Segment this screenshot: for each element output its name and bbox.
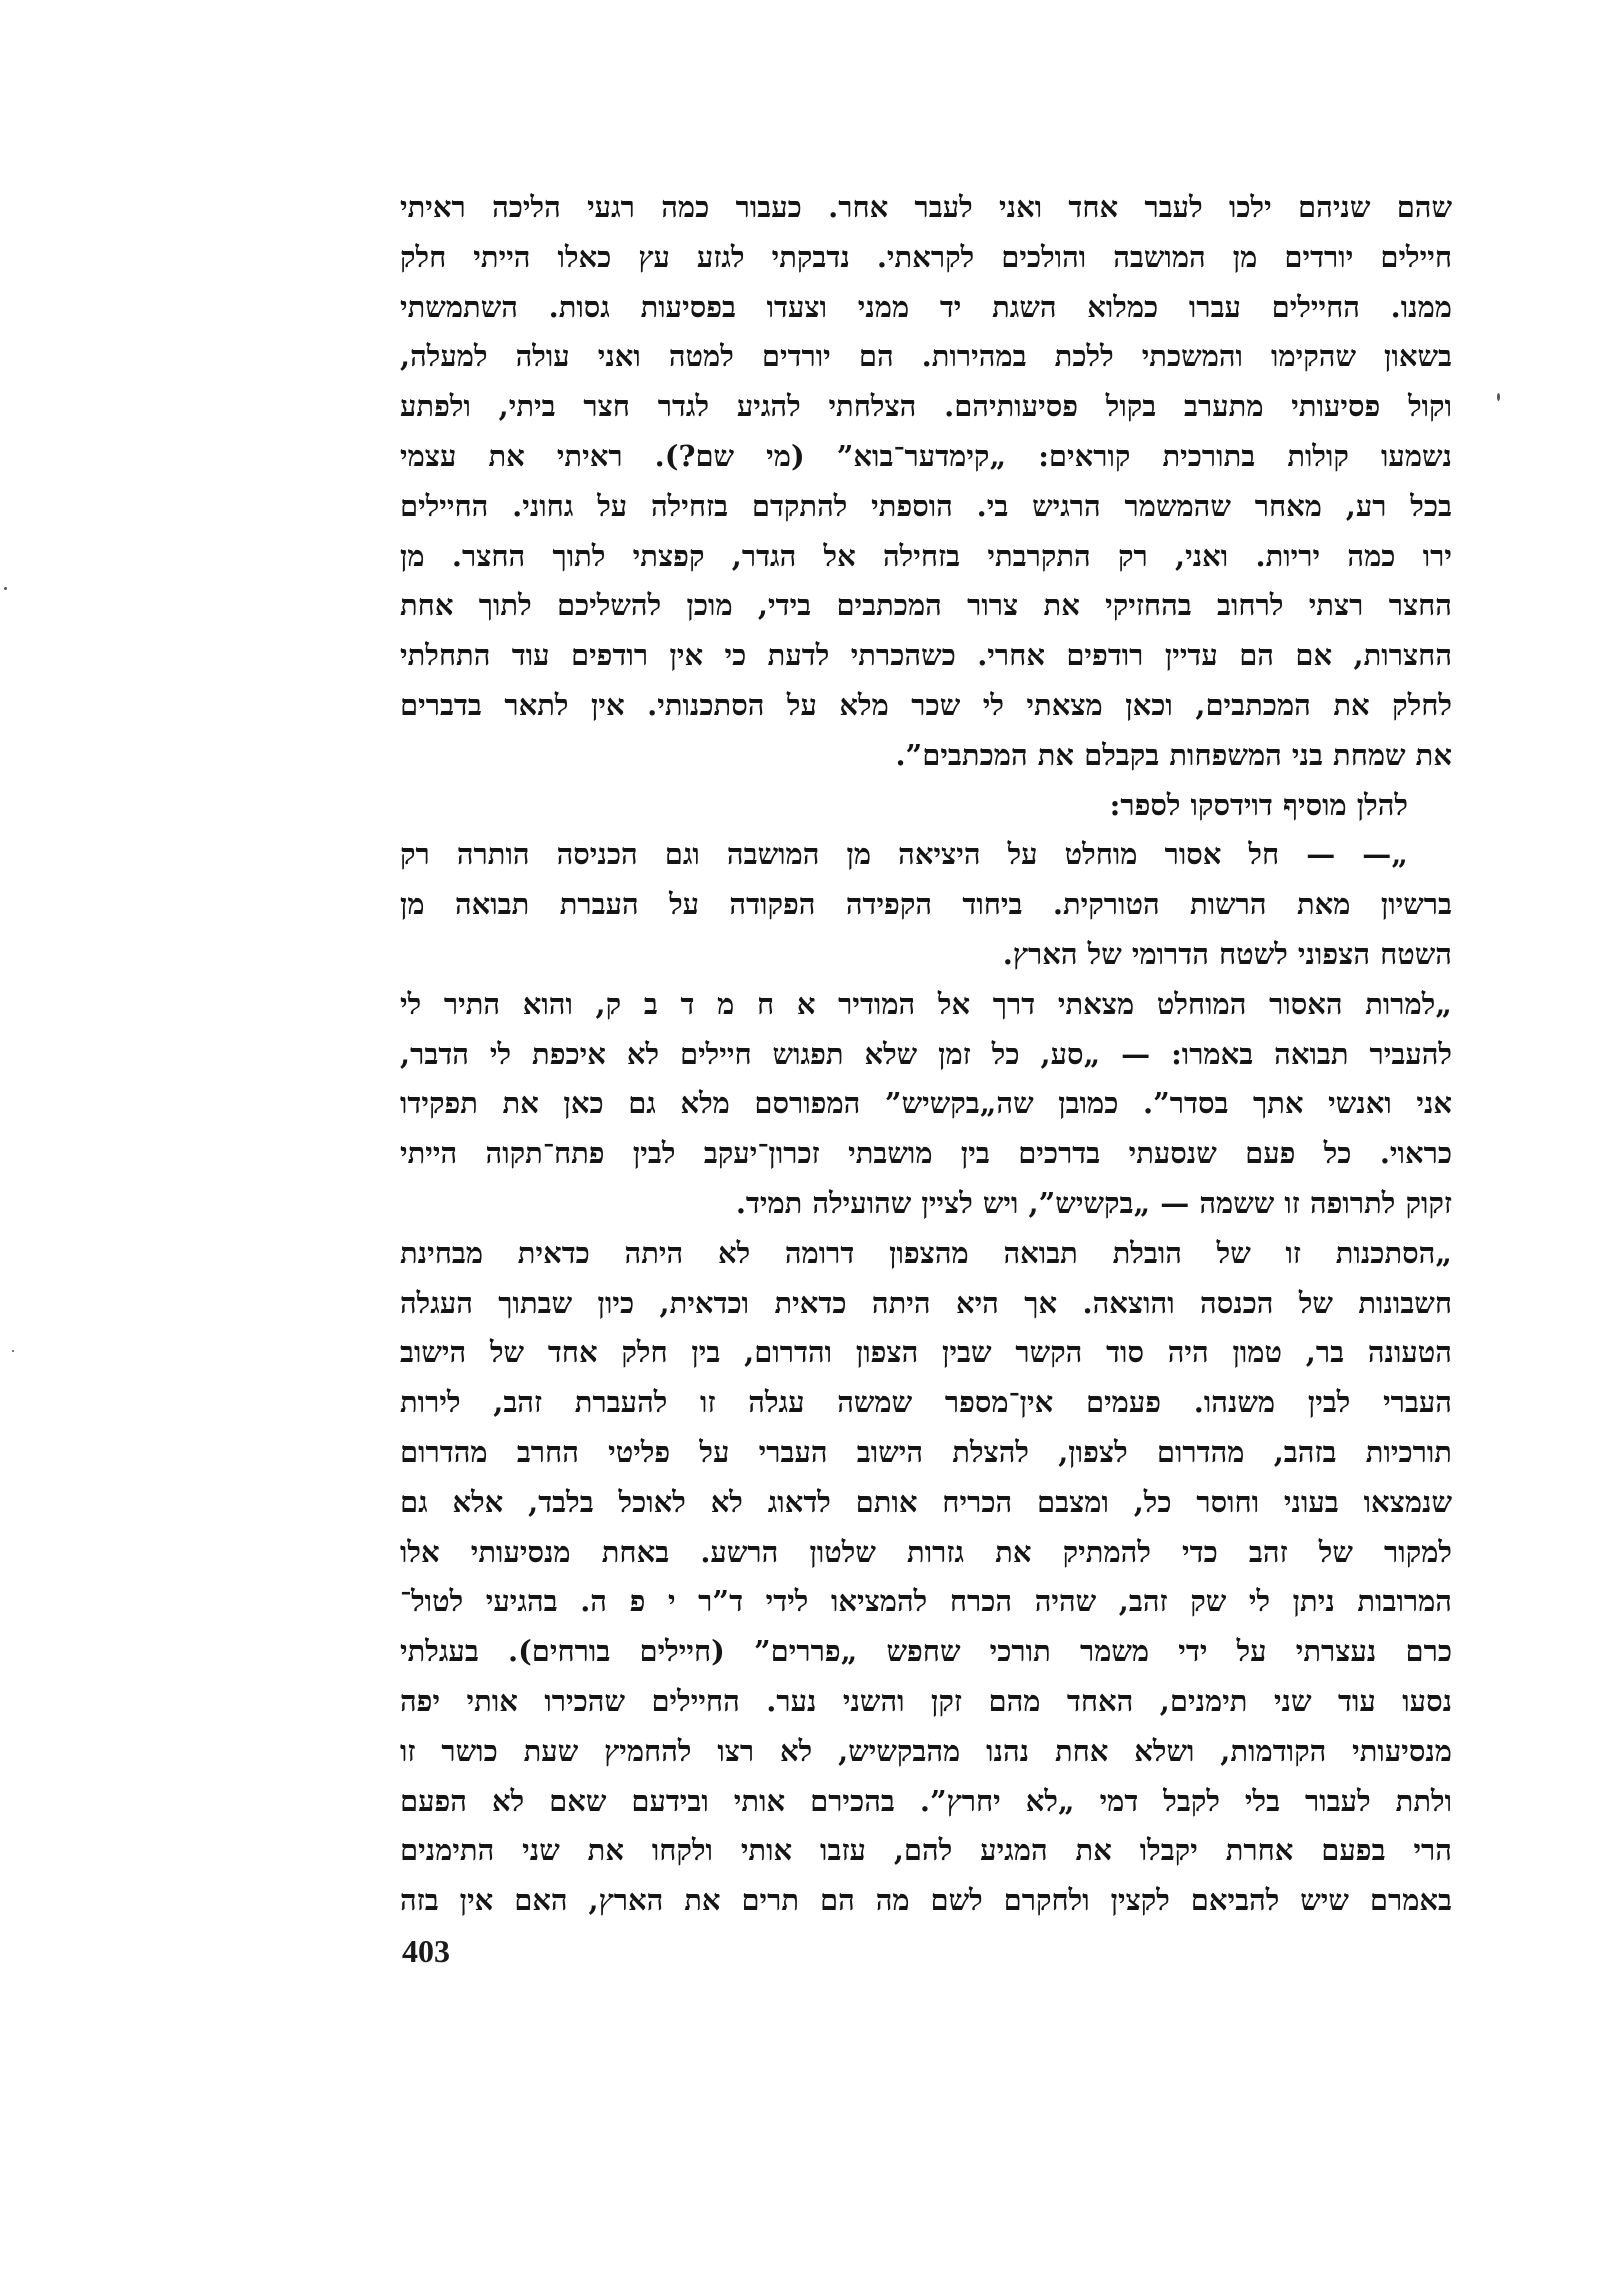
text-line: להלן מוסיף דוידסקו לספר: [1109,787,1408,822]
text-line: שהם שניהם ילכו לעבר אחד ואני לעבר אחר. כעבור כמה רגעי הליכה ראיתי [400,190,1452,224]
text-line: כראוי. כל פעם שנסעתי בדרכים בין מושבתי זכרון־יעקב לבין פתח־תקוה הייתי [400,1136,1452,1171]
text-line: חיילים יורדים מן המושבה והולכים לקראתי. נדבקתי לגזע עץ כאלו הייתי חלק [400,239,1452,274]
text-line: לחלק את המכתבים, וכאן מצאתי לי שכר מלא על הסתכנותי. אין לתאר בדברים [400,687,1452,722]
text-line: „הסתכנות זו של הובלת תבואה מהצפון דרומה לא היתה כדאית מבחינת [400,1235,1452,1270]
body-text [400,183,1452,1926]
text-line: העברי לבין משנהו. פעמים אין־מספר שמשה עגלה זו להעברת זהב, לירות [400,1385,1452,1420]
text-line: זקוק לתרופה זו ששמה — „בקשיש”, ויש לציין שהועילה תמיד. [735,1185,1452,1220]
text-line: בשאון שהקימו והמשכתי ללכת במהירות. הם יורדים למטה ואני עולה למעלה, [400,339,1452,374]
page-number: 403 [402,1933,450,1969]
text-line: נסעו עוד שני תימנים, האחד מהם זקן והשני נער. החיילים שהכירו אותי יפה [400,1683,1452,1718]
text-line: מנסיעותי הקודמות, ושלא אחת נהנו מהבקשיש, לא רצו להחמיץ שעת כושר זו [400,1733,1452,1768]
text-line: בכל רע, מאחר שהמשמר הרגיש בי. הוספתי להתקדם בזחילה על גחוני. החיילים [400,488,1452,523]
text-line: ברשיון מאת הרשות הטורקית. ביחוד הקפידה הפקודה על העברת תבואה מן [400,887,1452,922]
text-line: באמרם שיש להביאם לקצין ולחקרם לשם מה הם תרים את הארץ, האם אין בזה [400,1883,1452,1918]
text-line: הטעונה בר, טמון היה סוד הקשר שבין הצפון והדרום, בין חלק אחד של הישוב [400,1335,1452,1370]
text-line: להעביר תבואה באמרו: — „סע, כל זמן שלא תפגוש חיילים לא איכפת לי הדבר, [400,1036,1452,1071]
text-line: ירו כמה יריות. ואני, רק התקרבתי בזחילה אל הגדר, קפצתי לתוך החצר. מן [400,538,1452,573]
text-line: וקול פסיעותי מתערב בקול פסיעותיהם. הצלחתי להגיע לגדר חצר ביתי, ולפתע [400,389,1452,424]
text-line: נשמעו קולות בתורכית קוראים: „קימדער־בוא” (מי שם?). ראיתי את עצמי [400,438,1452,473]
text-line: החצר רצתי לרחוב בהחזיקי את צרור המכתבים בידי, מוכן להשליכם לתוך אחת [400,588,1452,623]
text-line: הרי בפעם אחרת יקבלו את המגיע להם, עזבו אותי ולקחו את שני התימנים [400,1833,1452,1868]
text-line: „למרות האסור המוחלט מצאתי דרך אל המודיר א ח מ ד ב ק, והוא התיר לי [400,986,1452,1021]
text-line: החצרות, אם הם עדיין רודפים אחרי. כשהכרתי לדעת כי אין רודפים עוד התחלתי [400,638,1452,673]
scan-speck [4,587,7,590]
scan-speck [1497,393,1500,401]
text-line: למקור של זהב כדי להמתיק את גזרות שלטון הרשע. באחת מנסיעותי אלו [400,1534,1452,1569]
text-line: המרובות ניתן לי שק זהב, שהיה הכרח להמציאו לידי ד”ר י פ ה. בהגיעי לטול־ [400,1584,1452,1619]
text-line: חשבונות של הכנסה והוצאה. אך היא היתה כדאית וכדאית, כיון שבתוך העגלה [400,1285,1452,1320]
text-line: את שמחת בני המשפחות בקבלם את המכתבים”. [895,737,1452,772]
text-line: כרם נעצרתי על ידי משמר תורכי שחפש „פררים” (חיילים בורחים). בעגלתי [400,1634,1452,1669]
text-line: „— — חל אסור מוחלט על היציאה מן המושבה וגם הכניסה הותרה רק [400,837,1408,872]
scan-speck [12,1350,14,1352]
text-line: ולתת לעבור בלי לקבל דמי „לא יחרץ”. בהכירם אותי ובידעם שאם לא הפעם [400,1783,1452,1818]
text-line: תורכיות בזהב, מהדרום לצפון, להצלת הישוב העברי על פליטי החרב מהדרום [400,1434,1452,1469]
text-line: ממנו. החיילים עברו כמלוא השגת יד ממני וצעדו בפסיעות גסות. השתמשתי [400,289,1452,324]
text-line: שנמצאו בעוני וחוסר כל, ומצבם הכריח אותם לדאוג לא לאוכל בלבד, אלא גם [400,1484,1452,1519]
text-line: השטח הצפוני לשטח הדרומי של הארץ. [1002,936,1452,971]
text-line: אני ואנשי אתך בסדר”. כמובן שה„בקשיש” המפורסם מלא גם כאן את תפקידו [400,1086,1452,1121]
